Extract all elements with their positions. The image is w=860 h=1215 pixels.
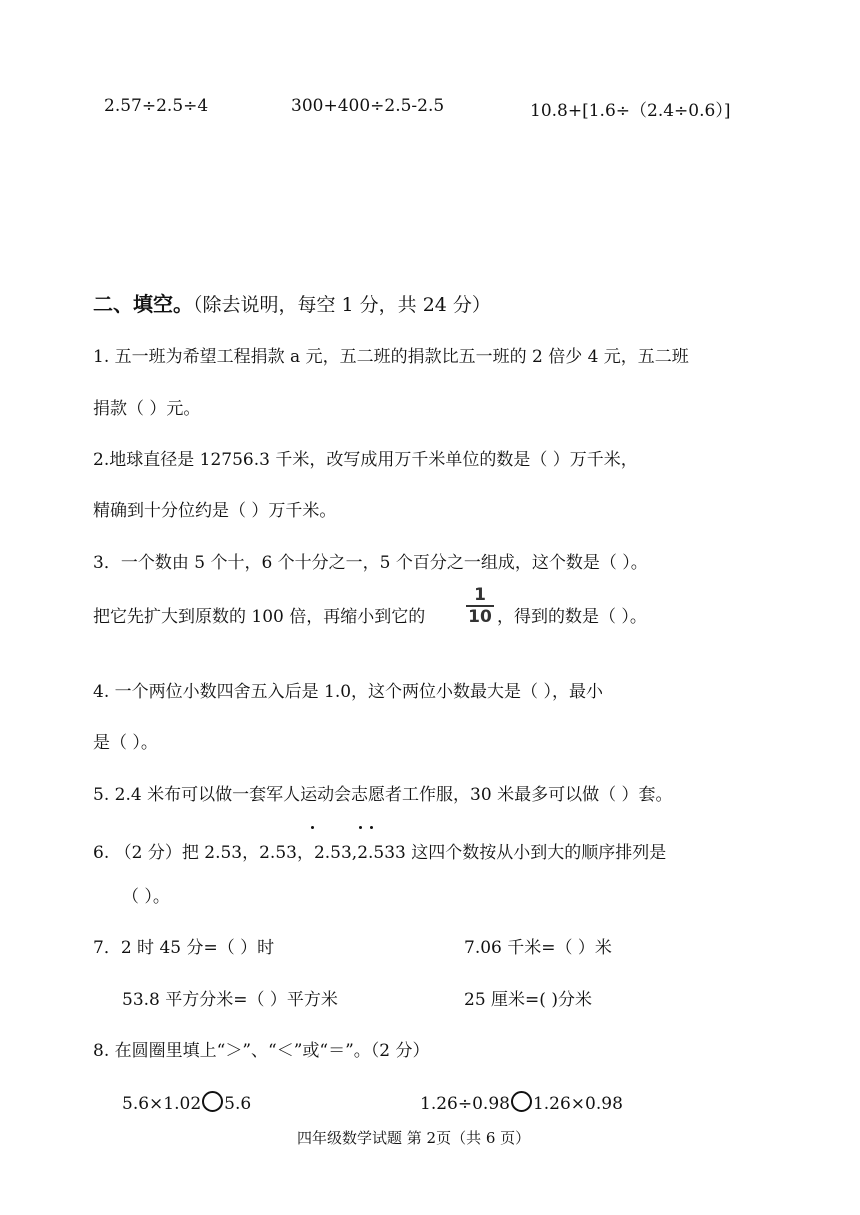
fraction-denominator: 10 xyxy=(468,607,492,627)
question-3-line-2b: ，得到的数是（ ）。 xyxy=(497,607,647,627)
question-6-line-1: 6. （2 分）把 2.53，2.53，2.53,2.533 这四个数按从小到大的顺序排列是 xyxy=(93,843,667,863)
compare-circle-icon[interactable] xyxy=(202,1091,223,1112)
question-1-line-1: 1. 五一班为希望工程捐款 a 元，五二班的捐款比五一班的 2 倍少 4 元，五二班 xyxy=(93,347,689,367)
question-4-line-2: 是（ ）。 xyxy=(93,733,158,753)
question-3-line-2a: 把它先扩大到原数的 100 倍，再缩小到它的 xyxy=(93,607,426,627)
compare-a-right: 5.6 xyxy=(224,1094,252,1114)
compare-b-left: 1.26÷0.98 xyxy=(420,1094,510,1114)
top-expression-3: 10.8+[1.6÷（2.4÷0.6）] xyxy=(530,101,731,121)
question-8-line-1: 8. 在圆圈里填上“＞”、“＜”或“＝”。（2 分） xyxy=(93,1041,430,1061)
repeating-decimal-dot-2 xyxy=(359,826,362,829)
page-footer: 四年级数学试题 第 2页（共 6 页） xyxy=(297,1129,531,1147)
question-7-a: 7．2 时 45 分=（ ）时 xyxy=(93,938,275,958)
section-heading xyxy=(93,288,491,317)
question-8-compare-b xyxy=(420,1091,623,1114)
question-7-c: 53.8 平方分米=（ ）平方米 xyxy=(122,990,338,1010)
compare-a-left: 5.6×1.02 xyxy=(122,1094,202,1114)
question-7-b: 7.06 千米=（ ）米 xyxy=(464,938,612,958)
repeating-decimal-dot-3 xyxy=(370,826,373,829)
question-3-line-1: 3．一个数由 5 个十，6 个十分之一，5 个百分之一组成，这个数是（ ）。 xyxy=(93,553,648,573)
question-5-line-1: 5. 2.4 米布可以做一套军人运动会志愿者工作服，30 米最多可以做（ ）套。 xyxy=(93,785,673,805)
question-1-line-2: 捐款（ ）元。 xyxy=(93,399,201,419)
section-title: 二、填空。 xyxy=(93,292,193,316)
top-expression-1: 2.57÷2.5÷4 xyxy=(104,96,209,116)
compare-b-right: 1.26×0.98 xyxy=(532,1094,623,1114)
fraction-numerator: 1 xyxy=(474,585,486,605)
repeating-decimal-dot-1 xyxy=(311,826,314,829)
question-8-compare-a xyxy=(122,1091,251,1114)
section-subtitle: （除去说明，每空 1 分，共 24 分） xyxy=(193,294,491,316)
top-expression-2: 300+400÷2.5-2.5 xyxy=(291,96,445,116)
question-2-line-2: 精确到十分位约是（ ）万千米。 xyxy=(93,501,337,521)
question-2-line-1: 2.地球直径是 12756.3 千米，改写成用万千米单位的数是（ ）万千米， xyxy=(93,450,638,470)
question-7-d: 25 厘米=( )分米 xyxy=(464,990,592,1010)
compare-circle-icon[interactable] xyxy=(511,1091,532,1112)
question-6-line-2: （ ）。 xyxy=(122,887,170,907)
fraction-one-tenth xyxy=(466,586,494,626)
question-4-line-1: 4. 一个两位小数四舍五入后是 1.0，这个两位小数最大是（ ），最小 xyxy=(93,682,603,702)
